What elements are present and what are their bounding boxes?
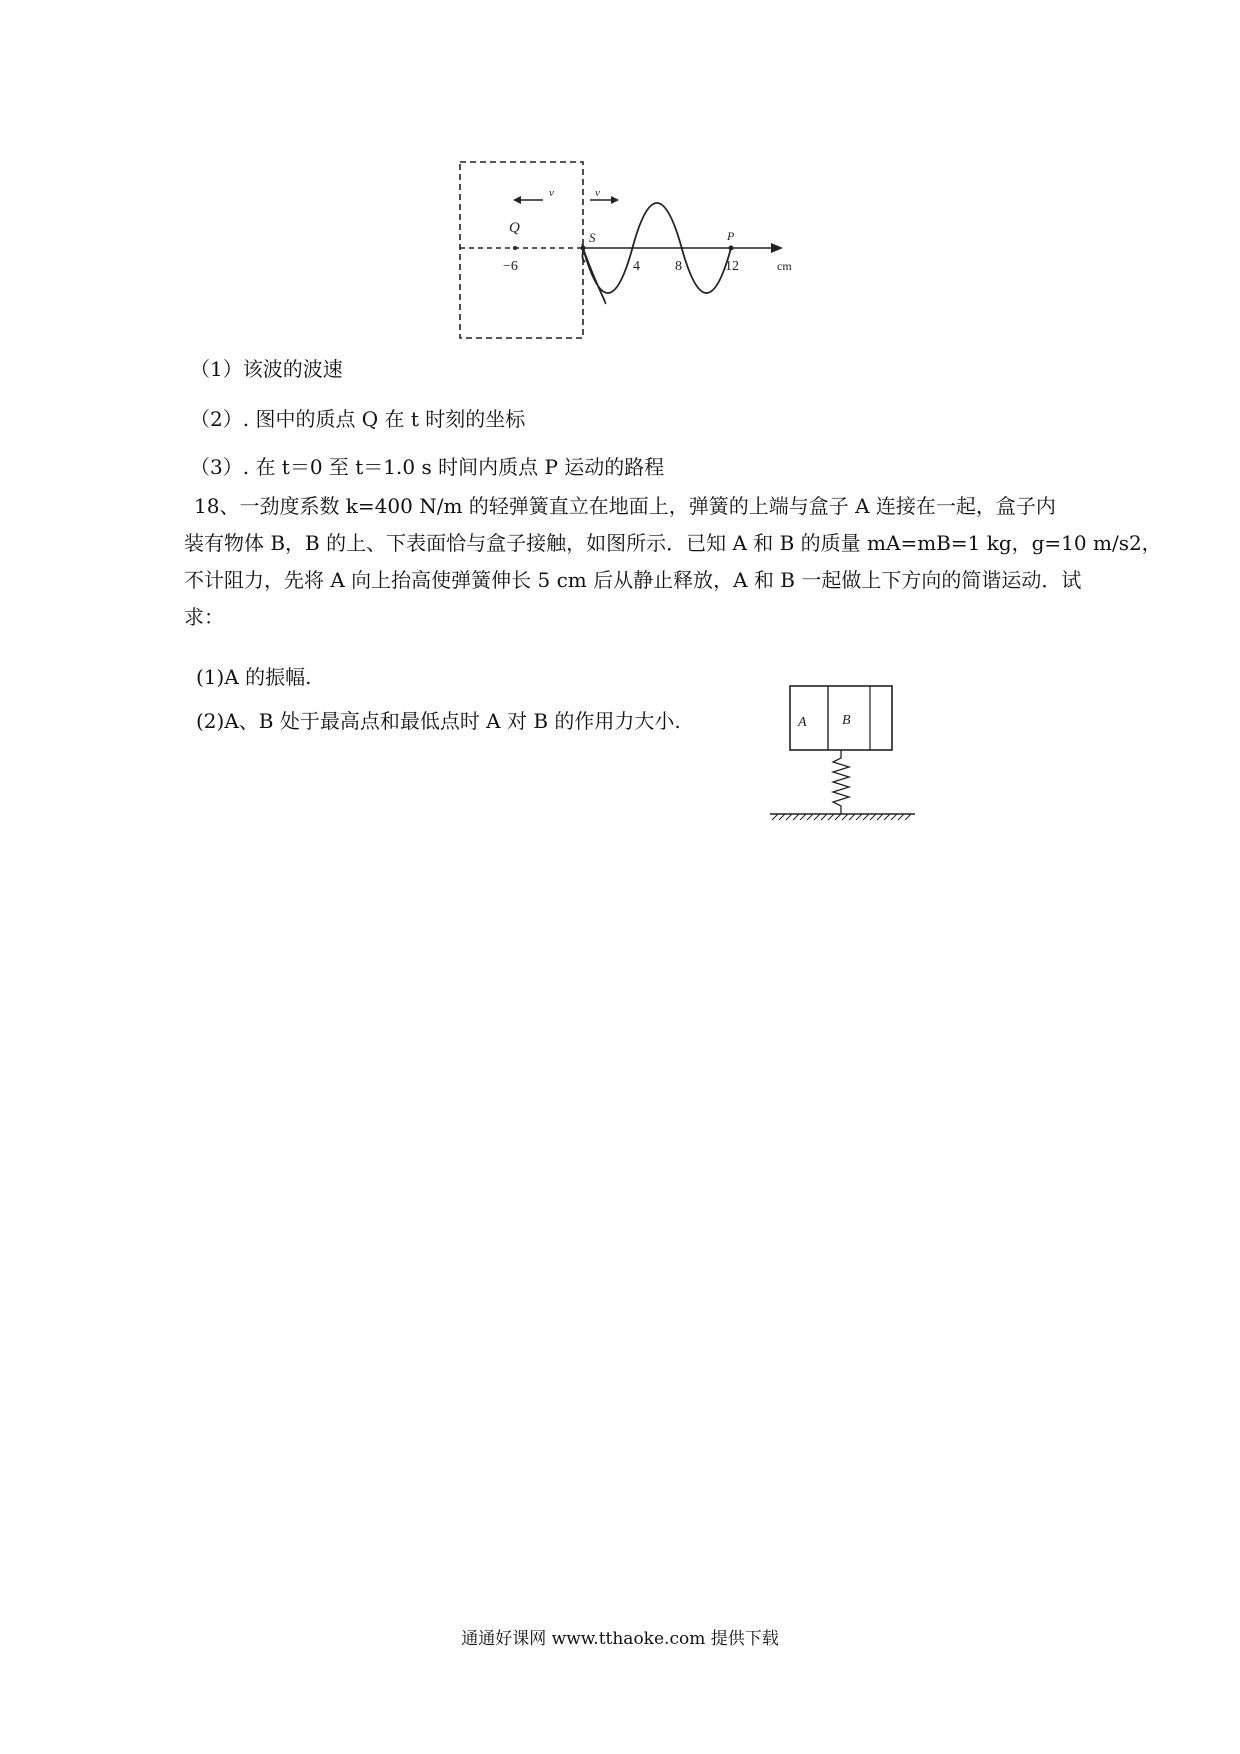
label-S: S <box>589 230 596 245</box>
label-B: B <box>842 713 851 728</box>
label-P: P <box>727 229 735 243</box>
dashed-region-box <box>460 162 583 338</box>
q18-line3: 不计阻力，先将 A 向上抬高使弹簧伸长 5 cm 后从静止释放，A 和 B 一起做上下方向的简谐运动．试 <box>184 568 1082 592</box>
point-Q <box>513 246 517 250</box>
q17-sub2: （2）. 图中的质点 Q 在 t 时刻的坐标 <box>190 407 526 431</box>
q17-sub1: （1）该波的波速 <box>190 357 343 381</box>
label-A: A <box>798 715 807 730</box>
wave-figure <box>455 158 805 343</box>
tick-label-neg6: −6 <box>503 259 518 274</box>
spring-box-figure <box>770 680 920 840</box>
point-S <box>581 246 586 251</box>
tick-label-12: 12 <box>725 259 739 274</box>
label-Q: Q <box>509 220 520 236</box>
x-axis-arrowhead <box>771 243 783 253</box>
left-arrowhead <box>513 196 521 204</box>
label-v-left: v <box>549 187 554 199</box>
q18-line2: 装有物体 B，B 的上、下表面恰与盒子接触，如图所示．已知 A 和 B 的质量 mA=mB=1 kg，g=10 m/s2， <box>184 531 1162 555</box>
q18-line4: 求： <box>184 605 224 629</box>
unit-label: cm <box>777 259 792 273</box>
page-footer: 通通好课网 www.tthaoke.com 提供下载 <box>461 1629 779 1649</box>
point-P <box>729 246 734 251</box>
ground-hatching <box>772 814 911 820</box>
tick-label-8: 8 <box>675 259 682 274</box>
q18-sub1: (1)A 的振幅. <box>196 665 312 689</box>
q18-paragraph <box>184 488 1162 636</box>
q18-line1: 18、一劲度系数 k=400 N/m 的轻弹簧直立在地面上，弹簧的上端与盒子 A 连接在一起，盒子内 <box>194 494 1056 518</box>
wave-curve <box>583 203 731 303</box>
spring <box>833 750 849 814</box>
q17-sub3: （3）. 在 t＝0 至 t＝1.0 s 时间内质点 P 运动的路程 <box>190 455 665 479</box>
label-v-right: v <box>595 187 600 199</box>
tick-label-4: 4 <box>633 259 640 274</box>
q18-sub2: (2)A、B 处于最高点和最低点时 A 对 B 的作用力大小. <box>196 709 681 733</box>
right-arrowhead <box>611 196 619 204</box>
